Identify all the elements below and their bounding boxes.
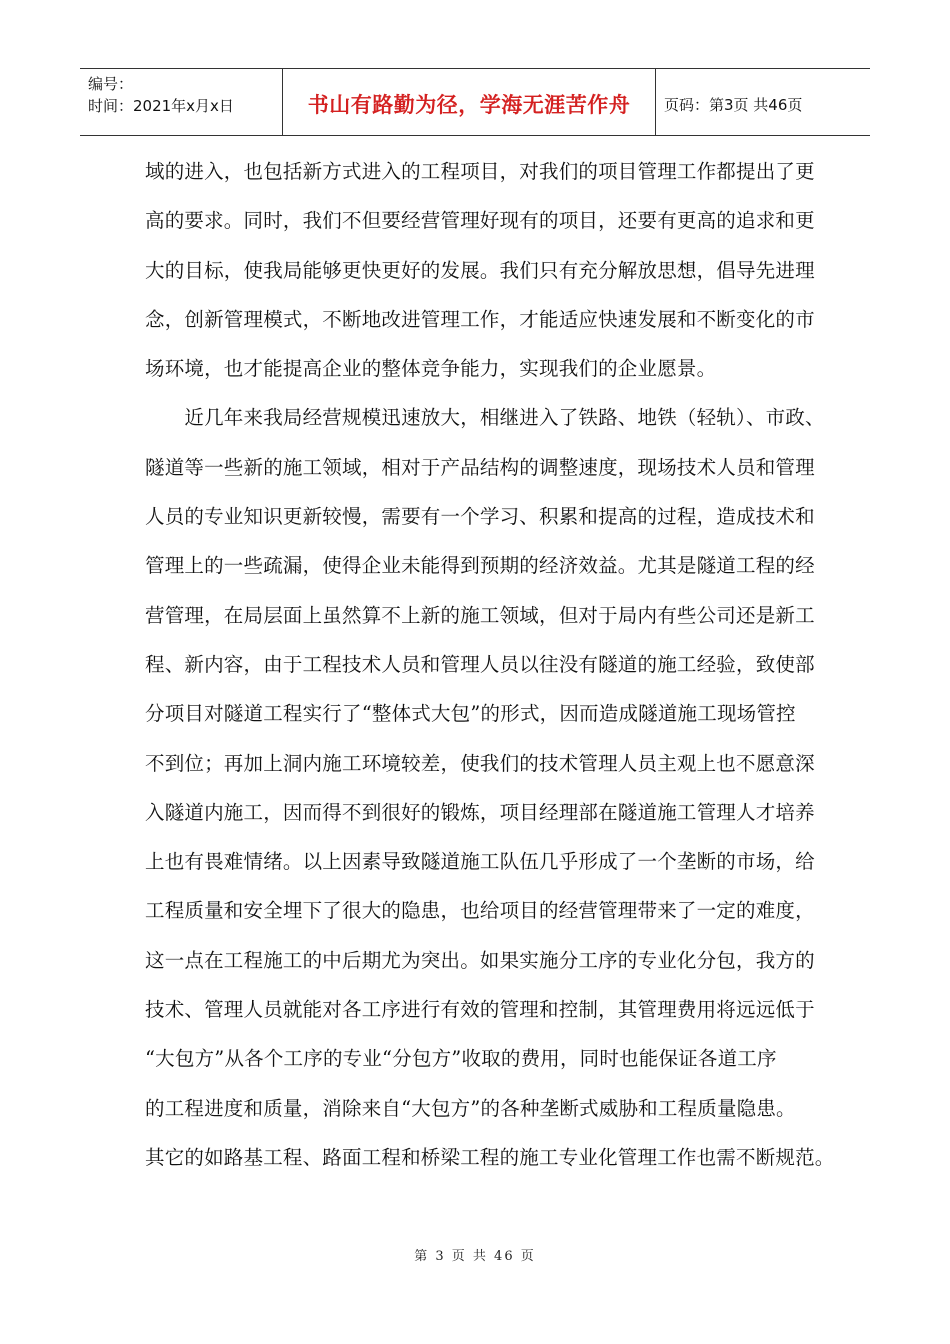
body-line: 管理上的一些疏漏，使得企业未能得到预期的经济效益。尤其是隧道工程的经 xyxy=(145,554,815,578)
header-page-info: 页码：第3页 共46页 xyxy=(664,95,803,114)
document-header xyxy=(80,68,870,136)
body-line: 念，创新管理模式，不断地改进管理工作，才能适应快速发展和不断变化的市 xyxy=(145,307,815,331)
body-line: 近几年来我局经营规模迅速放大，相继进入了铁路、地铁（轻轨）、市政、 xyxy=(145,406,825,430)
document-date-label: 时间：2021年x月x日 xyxy=(88,97,234,115)
body-line: 高的要求。同时，我们不但要经营管理好现有的项目，还要有更高的追求和更 xyxy=(145,209,815,233)
body-line: 的工程进度和质量，消除来自“大包方”的各种垄断式威胁和工程质量隐患。 xyxy=(145,1096,796,1120)
body-line: 人员的专业知识更新较慢，需要有一个学习、积累和提高的过程，造成技术和 xyxy=(145,505,815,529)
body-line: 大的目标，使我局能够更快更好的发展。我们只有充分解放思想，倡导先进理 xyxy=(145,258,815,282)
body-line: 分项目对隧道工程实行了“整体式大包”的形式，因而造成隧道施工现场管控 xyxy=(145,702,796,726)
header-page-cell xyxy=(656,69,870,135)
body-line: 其它的如路基工程、路面工程和桥梁工程的施工专业化管理工作也需不断规范。 xyxy=(145,1145,835,1169)
body-line: 程、新内容，由于工程技术人员和管理人员以往没有隧道的施工经验，致使部 xyxy=(145,652,815,676)
body-line: 营管理，在局层面上虽然算不上新的施工领域，但对于局内有些公司还是新工 xyxy=(145,603,815,627)
page-footer: 第 3 页 共 46 页 xyxy=(414,1249,536,1264)
header-slogan: 书山有路勤为径，学海无涯苦作舟 xyxy=(307,93,631,117)
body-line: 场环境，也才能提高企业的整体竞争能力，实现我们的企业愿景。 xyxy=(145,357,717,381)
header-slogan-cell xyxy=(282,69,656,135)
body-line: “大包方”从各个工序的专业“分包方”收取的费用，同时也能保证各道工序 xyxy=(145,1047,777,1071)
body-line: 技术、管理人员就能对各工序进行有效的管理和控制，其管理费用将远远低于 xyxy=(145,998,815,1022)
body-line: 不到位；再加上洞内施工环境较差，使我们的技术管理人员主观上也不愿意深 xyxy=(145,751,815,775)
body-line: 入隧道内施工，因而得不到很好的锻炼，项目经理部在隧道施工管理人才培养 xyxy=(145,800,815,824)
body-line: 隧道等一些新的施工领域，相对于产品结构的调整速度，现场技术人员和管理 xyxy=(145,455,815,479)
body-line: 工程质量和安全埋下了很大的隐患，也给项目的经营管理带来了一定的难度， xyxy=(145,899,815,923)
body-line: 这一点在工程施工的中后期尤为突出。如果实施分工序的专业化分包，我方的 xyxy=(145,948,815,972)
header-meta-cell xyxy=(80,69,282,135)
body-line: 域的进入，也包括新方式进入的工程项目，对我们的项目管理工作都提出了更 xyxy=(145,160,815,183)
body-line: 上也有畏难情绪。以上因素导致隧道施工队伍几乎形成了一个垄断的市场，给 xyxy=(145,850,815,874)
document-body xyxy=(145,152,835,1187)
document-number-label: 编号： xyxy=(88,75,134,93)
